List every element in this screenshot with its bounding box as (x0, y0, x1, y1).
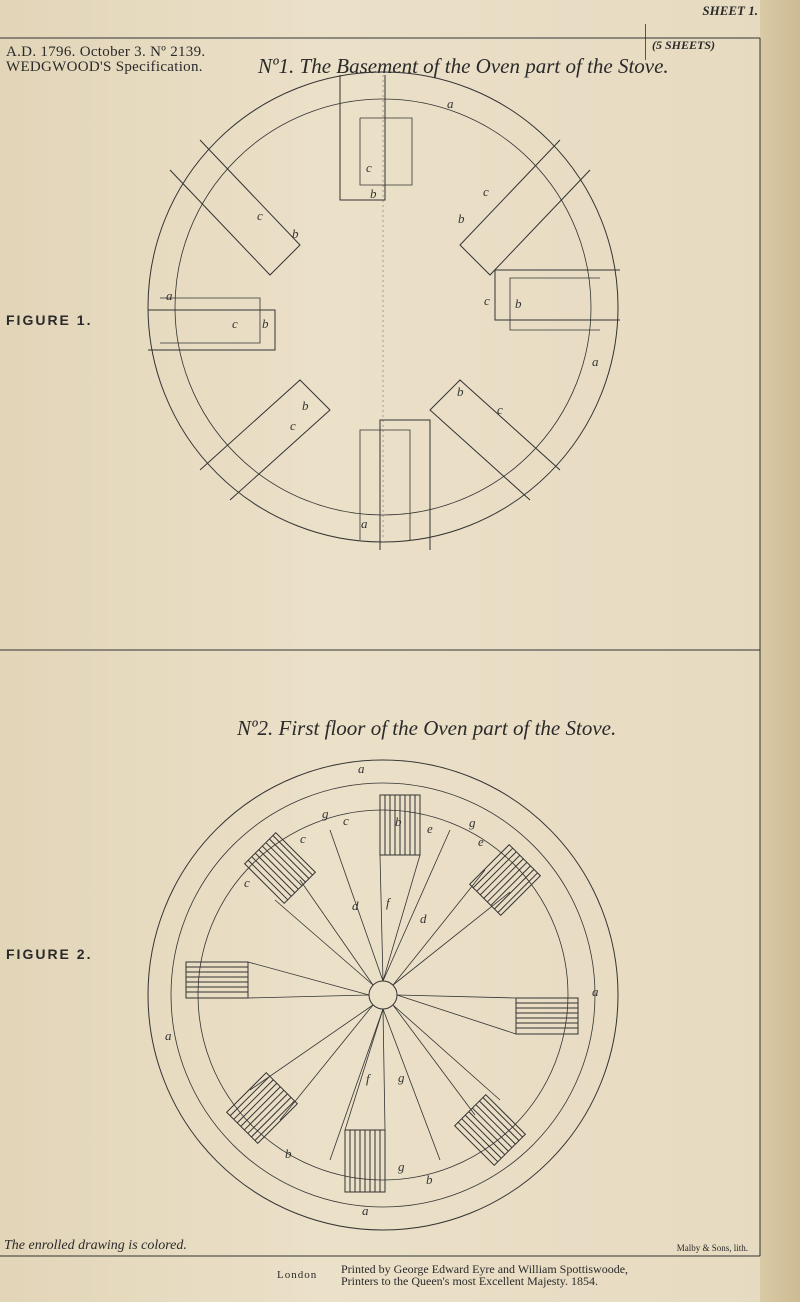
fig2-grate-left (186, 962, 248, 998)
fig2-letter: g (469, 815, 476, 830)
fig2-letter: b (395, 814, 402, 829)
sheet-count: (5 SHEETS) (652, 38, 716, 52)
fig1-flue-bl (200, 380, 330, 500)
fig1-letter: c (483, 184, 489, 199)
fig2-centre-circle (369, 981, 397, 1009)
fig2-letter: c (300, 831, 306, 846)
fig2-letter: e (478, 834, 484, 849)
fig2-letter: a (362, 1203, 369, 1218)
fig1-letter: b (370, 186, 377, 201)
fig1-letter: b (262, 316, 269, 331)
fig2-letter: b (426, 1172, 433, 1187)
fig2-letter: g (322, 806, 329, 821)
fig2-ring-1 (171, 783, 595, 1207)
figure2-title: Nº2. First floor of the Oven part of the Stove. (237, 716, 617, 740)
fig1-letter: b (302, 398, 309, 413)
fig1-flue-bottom-inner (360, 430, 410, 540)
fig2-letter: a (592, 984, 599, 999)
fig2-letter: a (358, 761, 365, 776)
fig2-outer-circle (148, 760, 618, 1230)
figure2-label: FIGURE 2. (6, 946, 93, 962)
fig1-letter: b (457, 384, 464, 399)
fig1-letter: b (458, 211, 465, 226)
figure2-drawing (148, 760, 618, 1230)
fig2-letter: g (398, 1070, 405, 1085)
fig1-letter: b (515, 296, 522, 311)
fig1-letter: c (366, 160, 372, 175)
figure1-drawing (148, 72, 620, 550)
applicant-line: WEDGWOOD'S Specification. (6, 59, 203, 75)
fig2-grate-br (455, 1095, 526, 1166)
fig1-letter: c (290, 418, 296, 433)
fig1-letter: a (361, 516, 368, 531)
imprint-printers-to: Printers to the Queen's most Excellent Majesty. 1854. (341, 1274, 599, 1288)
fig1-flue-tl (170, 140, 300, 275)
lithographer-credit: Malby & Sons, lith. (676, 1243, 748, 1253)
imprint-printed-by: Printed by George Edward Eyre and William Spottiswoode, (341, 1262, 629, 1276)
fig2-letter: d (352, 898, 359, 913)
fig1-flue-top (340, 75, 385, 200)
frame-lines (0, 38, 760, 1256)
fig1-letter: c (497, 402, 503, 417)
fig2-letter: f (366, 1071, 370, 1086)
fig1-letter: b (292, 226, 299, 241)
fig1-letter: a (447, 96, 454, 111)
fig2-letter: e (427, 821, 433, 836)
fig1-letter: a (166, 288, 173, 303)
sheet-number: SHEET 1. (702, 3, 758, 18)
fig1-letter: c (257, 208, 263, 223)
figure1-title: Nº1. The Basement of the Oven part of the Stove. (258, 54, 669, 78)
fig2-letter: a (165, 1028, 172, 1043)
fig1-flue-right (495, 270, 620, 320)
fig2-letter: g (398, 1159, 405, 1174)
fig1-flue-right-inner (510, 278, 600, 330)
fig2-grate-bl (227, 1073, 298, 1144)
fig1-flue-bottom (380, 420, 430, 550)
fig2-letter: c (343, 813, 349, 828)
reference-line: A.D. 1796. October 3. Nº 2139. (6, 44, 206, 60)
fig2-letter: f (386, 895, 390, 910)
fig2-letter: b (285, 1146, 292, 1161)
fig2-letter: d (420, 911, 427, 926)
fig1-flue-tr (460, 140, 590, 275)
fig1-letter: a (592, 354, 599, 369)
fig2-letters (165, 761, 599, 1218)
fig1-letters (166, 96, 599, 531)
fig2-grate-right (516, 998, 578, 1034)
fig2-grate-bottom (345, 1130, 385, 1192)
fig1-letter: c (232, 316, 238, 331)
fig1-flue-left (148, 310, 275, 350)
fig2-grate-tr (470, 845, 541, 916)
imprint-city: London (277, 1269, 318, 1281)
fig2-letter: c (244, 875, 250, 890)
fig1-letter: c (484, 293, 490, 308)
figure1-label: FIGURE 1. (6, 312, 93, 328)
enrolled-note: The enrolled drawing is colored. (4, 1238, 187, 1253)
